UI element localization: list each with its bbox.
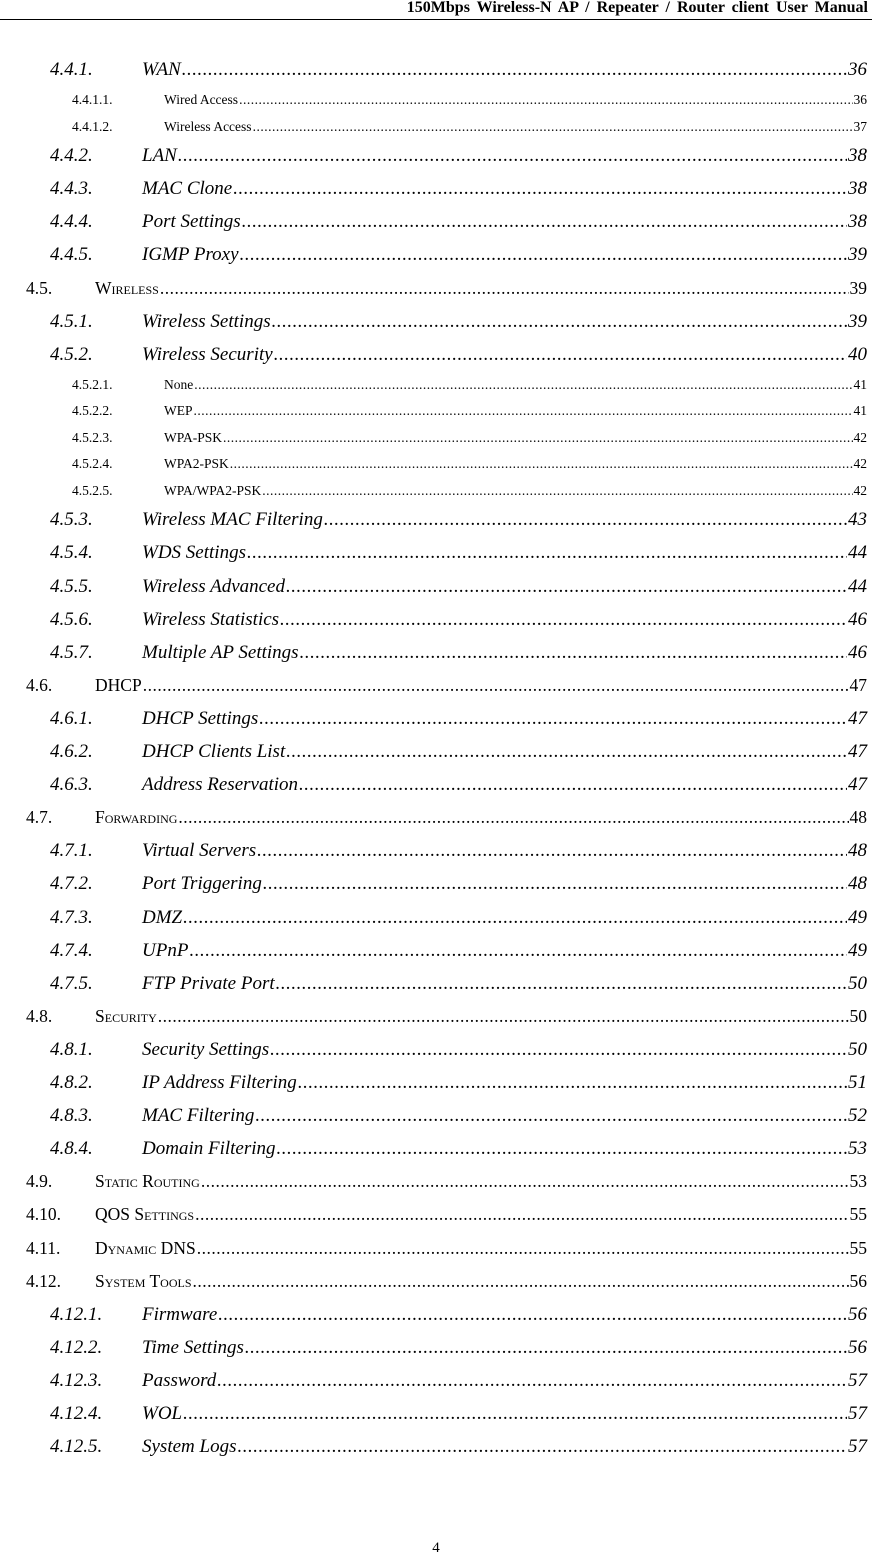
toc-entry-page: 46 [848,608,867,630]
toc-entry-title: MAC Filtering [142,1105,255,1127]
toc-leader-dots [201,1171,849,1192]
toc-entry[interactable] [50,707,867,741]
toc-entry-title: Forwarding [95,807,178,828]
toc-entry-number: 4.8.3. [50,1105,93,1127]
toc-entry-title: Wireless [95,277,159,298]
toc-entry-number: 4.5.1. [50,310,93,332]
toc-entry-title: Wireless Statistics [142,608,280,630]
toc-entry-number: 4.5.2.3. [72,429,113,445]
toc-entry-page: 49 [848,939,867,961]
toc-entry-number: 4.7.3. [50,906,93,928]
toc-leader-dots [218,1304,847,1326]
toc-entry-title: Wireless MAC Filtering [142,509,323,531]
toc-leader-dots [286,576,847,598]
toc-entry-title: IP Address Filtering [142,1072,297,1093]
toc-leader-dots [193,1271,849,1292]
toc-leader-dots [257,840,847,862]
toc-entry-number: 4.8.2. [50,1072,93,1093]
toc-entry-title: Wireless Security [142,343,273,365]
toc-entry-number: 4.7.2. [50,873,93,895]
toc-entry-page: 56 [848,1336,867,1358]
toc-entry-number: 4.6.2. [50,741,93,762]
toc-entry-number: 4.4.5. [50,244,93,266]
toc-leader-dots [197,1238,849,1259]
toc-entry[interactable] [72,429,867,457]
toc-leader-dots [233,178,847,200]
toc-entry-page: 52 [848,1105,867,1127]
toc-entry-title: Virtual Servers [142,840,257,862]
toc-entry[interactable] [50,542,867,575]
toc-entry-title: DMZ [142,906,183,928]
toc-entry-number: 4.4.1.2. [72,118,113,134]
toc-entry-title: DHCP Settings [142,707,259,729]
toc-entry[interactable] [50,1303,867,1337]
toc-leader-dots [160,278,849,299]
toc-entry-title: None [164,376,194,392]
toc-entry-title: System Logs [142,1436,237,1458]
toc-entry-page: 55 [849,1204,867,1225]
toc-entry[interactable] [50,972,867,1006]
toc-entry[interactable] [50,1369,867,1403]
toc-entry[interactable] [50,145,867,178]
toc-entry-number: 4.4.1. [50,59,93,80]
toc-entry-title: Wired Access [164,92,239,108]
toc-entry-number: 4.4.4. [50,211,93,233]
toc-entry[interactable] [72,403,867,430]
toc-leader-dots [158,1006,849,1027]
toc-entry[interactable] [50,244,867,277]
toc-entry[interactable] [50,178,867,211]
toc-leader-dots [178,145,847,167]
toc-entry-page: 47 [848,741,867,762]
toc-entry-page: 56 [849,1270,867,1291]
toc-entry-number: 4.5.2.5. [72,482,113,498]
toc-leader-dots [280,609,847,631]
toc-entry-title: Firmware [142,1303,218,1325]
toc-leader-dots [194,403,853,419]
toc-entry-title: IGMP Proxy [142,244,239,266]
toc-leader-dots [300,642,847,664]
toc-entry[interactable] [50,873,867,906]
toc-leader-dots [242,211,847,233]
toc-entry-title: QOS Settings [95,1204,195,1225]
toc-entry[interactable] [72,376,867,404]
toc-entry-number: 4.7.5. [50,972,93,994]
toc-leader-dots [183,907,847,929]
toc-leader-dots [272,311,847,333]
toc-entry-number: 4.12.1. [50,1303,103,1325]
toc-leader-dots [324,509,847,531]
toc-entry[interactable] [50,343,867,377]
toc-entry-page: 41 [853,376,867,392]
toc-leader-dots [263,873,847,895]
toc-entry-page: 47 [848,707,867,729]
toc-entry-page: 57 [848,1369,867,1391]
toc-entry-title: Time Settings [142,1336,244,1358]
toc-entry-number: 4.10. [26,1204,61,1225]
toc-entry-title: WOL [142,1403,183,1424]
toc-leader-dots [270,1039,847,1061]
toc-entry-page: 42 [853,482,867,498]
toc-entry-page: 43 [848,509,867,531]
toc-entry-title: Password [142,1369,217,1391]
toc-entry-page: 44 [848,542,867,564]
toc-entry-title: MAC Clone [142,178,233,200]
toc-leader-dots [189,940,847,962]
toc-entry-number: 4.8.4. [50,1138,93,1160]
toc-entry-page: 53 [848,1138,867,1160]
toc-entry-title: WPA2-PSK [164,456,229,472]
toc-entry-number: 4.6.3. [50,774,93,796]
toc-entry-number: 4.12.2. [50,1336,103,1358]
toc-entry-title: WEP [164,403,193,419]
toc-entry-page: 55 [849,1237,867,1258]
toc-entry-page: 40 [848,343,867,365]
toc-entry-title: FTP Private Port [142,972,275,994]
toc-entry[interactable] [50,608,867,642]
toc-entry-title: UPnP [142,939,189,961]
toc-entry-number: 4.11. [26,1237,61,1258]
toc-entry-number: 4.5.7. [50,641,93,663]
toc-entry-title: Wireless Settings [142,310,271,332]
toc-entry-page: 39 [848,310,867,332]
toc-leader-dots [245,1337,847,1359]
toc-entry-title: WAN [142,59,181,80]
toc-entry[interactable] [72,482,867,510]
toc-entry[interactable] [26,1005,867,1039]
toc-entry-page: 39 [849,277,867,298]
toc-entry-page: 46 [848,641,867,663]
toc-entry-page: 44 [848,575,867,597]
toc-entry-page: 48 [848,873,867,895]
toc-entry-number: 4.6.1. [50,707,93,729]
toc-entry-page: 47 [848,774,867,796]
toc-entry-page: 36 [853,92,867,108]
toc-entry-title: Dynamic DNS [95,1237,196,1258]
toc-entry-title: WDS Settings [142,542,246,564]
toc-leader-dots [239,92,852,108]
toc-leader-dots [217,1370,847,1392]
toc-leader-dots [223,430,852,446]
toc-entry[interactable] [50,774,867,807]
toc-entry-page: 48 [848,840,867,862]
toc-entry-number: 4.12.4. [50,1403,103,1424]
toc-entry-page: 53 [849,1171,867,1192]
toc-entry-number: 4.7.4. [50,939,93,961]
toc-entry[interactable] [50,1038,867,1072]
toc-entry-title: Port Settings [142,211,241,233]
toc-leader-dots [194,377,852,393]
toc-entry[interactable] [26,1171,867,1204]
toc-entry-page: 38 [848,178,867,200]
toc-entry-number: 4.9. [26,1171,53,1192]
toc-entry-number: 4.4.2. [50,145,93,167]
toc-entry[interactable] [50,310,867,344]
toc-entry-page: 48 [849,807,867,828]
toc-entry-page: 49 [848,906,867,928]
toc-leader-dots [240,244,847,266]
toc-entry-title: Address Reservation [142,774,299,796]
toc-entry-page: 50 [848,972,867,994]
toc-leader-dots [178,807,848,828]
toc-entry-number: 4.12. [26,1270,61,1291]
toc-entry-number: 4.5.5. [50,575,93,597]
toc-entry-number: 4.5.6. [50,608,93,630]
toc-entry[interactable] [50,906,867,940]
toc-entry-page: 57 [848,1403,867,1424]
toc-entry-page: 37 [853,118,867,134]
toc-entry[interactable] [26,807,867,840]
toc-entry-title: Wireless Access [164,118,252,134]
toc-leader-dots [259,708,847,730]
toc-entry-title: Security Settings [142,1038,270,1060]
toc-entry-page: 36 [848,59,867,80]
toc-entry-title: WPA/WPA2-PSK [164,482,262,498]
toc-entry-number: 4.8. [26,1005,53,1026]
toc-leader-dots [195,1204,848,1225]
toc-entry[interactable] [26,1237,867,1271]
toc-entry[interactable] [50,939,867,973]
toc-entry[interactable] [50,641,867,675]
toc-entry-number: 4.12.3. [50,1369,103,1391]
toc-entry-title: WPA-PSK [164,429,223,445]
toc-entry[interactable] [50,1336,867,1370]
toc-entry-page: 50 [848,1038,867,1060]
toc-entry-page: 38 [848,145,867,167]
toc-entry[interactable] [50,509,867,542]
toc-entry-number: 4.12.5. [50,1436,103,1458]
toc-entry[interactable] [50,840,867,873]
toc-leader-dots [286,741,847,763]
toc-entry[interactable] [50,1436,867,1469]
toc-entry-page: 38 [848,211,867,233]
toc-entry-title: Static Routing [95,1171,200,1192]
toc-leader-dots [143,675,849,696]
toc-entry-title: Domain Filtering [142,1138,276,1160]
toc-leader-dots [276,973,847,995]
toc-entry-title: Security [95,1005,157,1026]
toc-entry[interactable] [50,575,867,609]
toc-leader-dots [274,344,847,366]
toc-leader-dots [255,1105,847,1127]
toc-entry-page: 50 [849,1005,867,1026]
toc-entry-title: Multiple AP Settings [142,641,299,663]
manual-title: 150Mbps Wireless-N AP / Repeater / Router client User Manual [406,0,868,16]
toc-entry[interactable] [26,674,867,708]
toc-entry-number: 4.8.1. [50,1038,93,1060]
toc-entry-title: System Tools [95,1270,192,1291]
toc-entry-number: 4.4.1.1. [72,92,113,108]
toc-entry[interactable] [50,59,867,92]
toc-entry-title: Wireless Advanced [142,575,285,597]
toc-entry[interactable] [50,1105,867,1138]
toc-entry-page: 51 [848,1072,867,1093]
toc-entry-page: 42 [853,456,867,472]
toc-entry[interactable] [72,456,867,483]
toc-entry-number: 4.5.2. [50,343,93,365]
toc-entry-number: 4.4.3. [50,178,93,200]
toc-leader-dots [247,542,847,564]
toc-entry-title: DHCP Clients List [142,741,286,762]
toc-leader-dots [298,1072,847,1094]
toc-entry-number: 4.5.2.1. [72,376,113,392]
toc-entry[interactable] [72,118,867,146]
toc-entry-page: 39 [848,244,867,266]
toc-entry-number: 4.5.2.2. [72,403,113,419]
toc-leader-dots [277,1138,847,1160]
toc-entry[interactable] [50,741,867,774]
toc-entry-title: LAN [142,145,177,167]
toc-entry-page: 56 [848,1303,867,1325]
toc-entry-title: Port Triggering [142,873,262,895]
toc-entry-number: 4.5.4. [50,542,93,564]
toc-entry-number: 4.7. [26,807,53,828]
toc-leader-dots [183,1403,847,1425]
toc-entry[interactable] [50,211,867,244]
toc-entry[interactable] [50,1138,867,1171]
toc-leader-dots [182,59,847,81]
toc-entry[interactable] [26,1204,867,1237]
toc-entry[interactable] [50,1403,867,1436]
toc-leader-dots [230,456,853,472]
toc-entry-page: 42 [853,429,867,445]
toc-entry-page: 41 [853,403,867,419]
toc-entry-page: 47 [849,674,867,695]
page-header [0,0,872,20]
toc-entry-page: 57 [848,1436,867,1458]
toc-entry-title: DHCP [95,674,142,695]
toc-entry[interactable] [26,277,867,311]
toc-entry[interactable] [26,1270,867,1304]
toc-leader-dots [237,1436,847,1458]
toc-entry-number: 4.5. [26,277,53,298]
toc-leader-dots [299,774,847,796]
toc-entry-number: 4.5.2.4. [72,456,113,472]
toc-entry-number: 4.7.1. [50,840,93,862]
toc-entry[interactable] [50,1072,867,1105]
toc-entry[interactable] [72,92,867,119]
toc-entry-number: 4.5.3. [50,509,93,531]
toc-leader-dots [253,119,853,135]
toc-entry-number: 4.6. [26,674,53,695]
toc-leader-dots [262,483,852,499]
page-number: 4 [432,1540,440,1556]
